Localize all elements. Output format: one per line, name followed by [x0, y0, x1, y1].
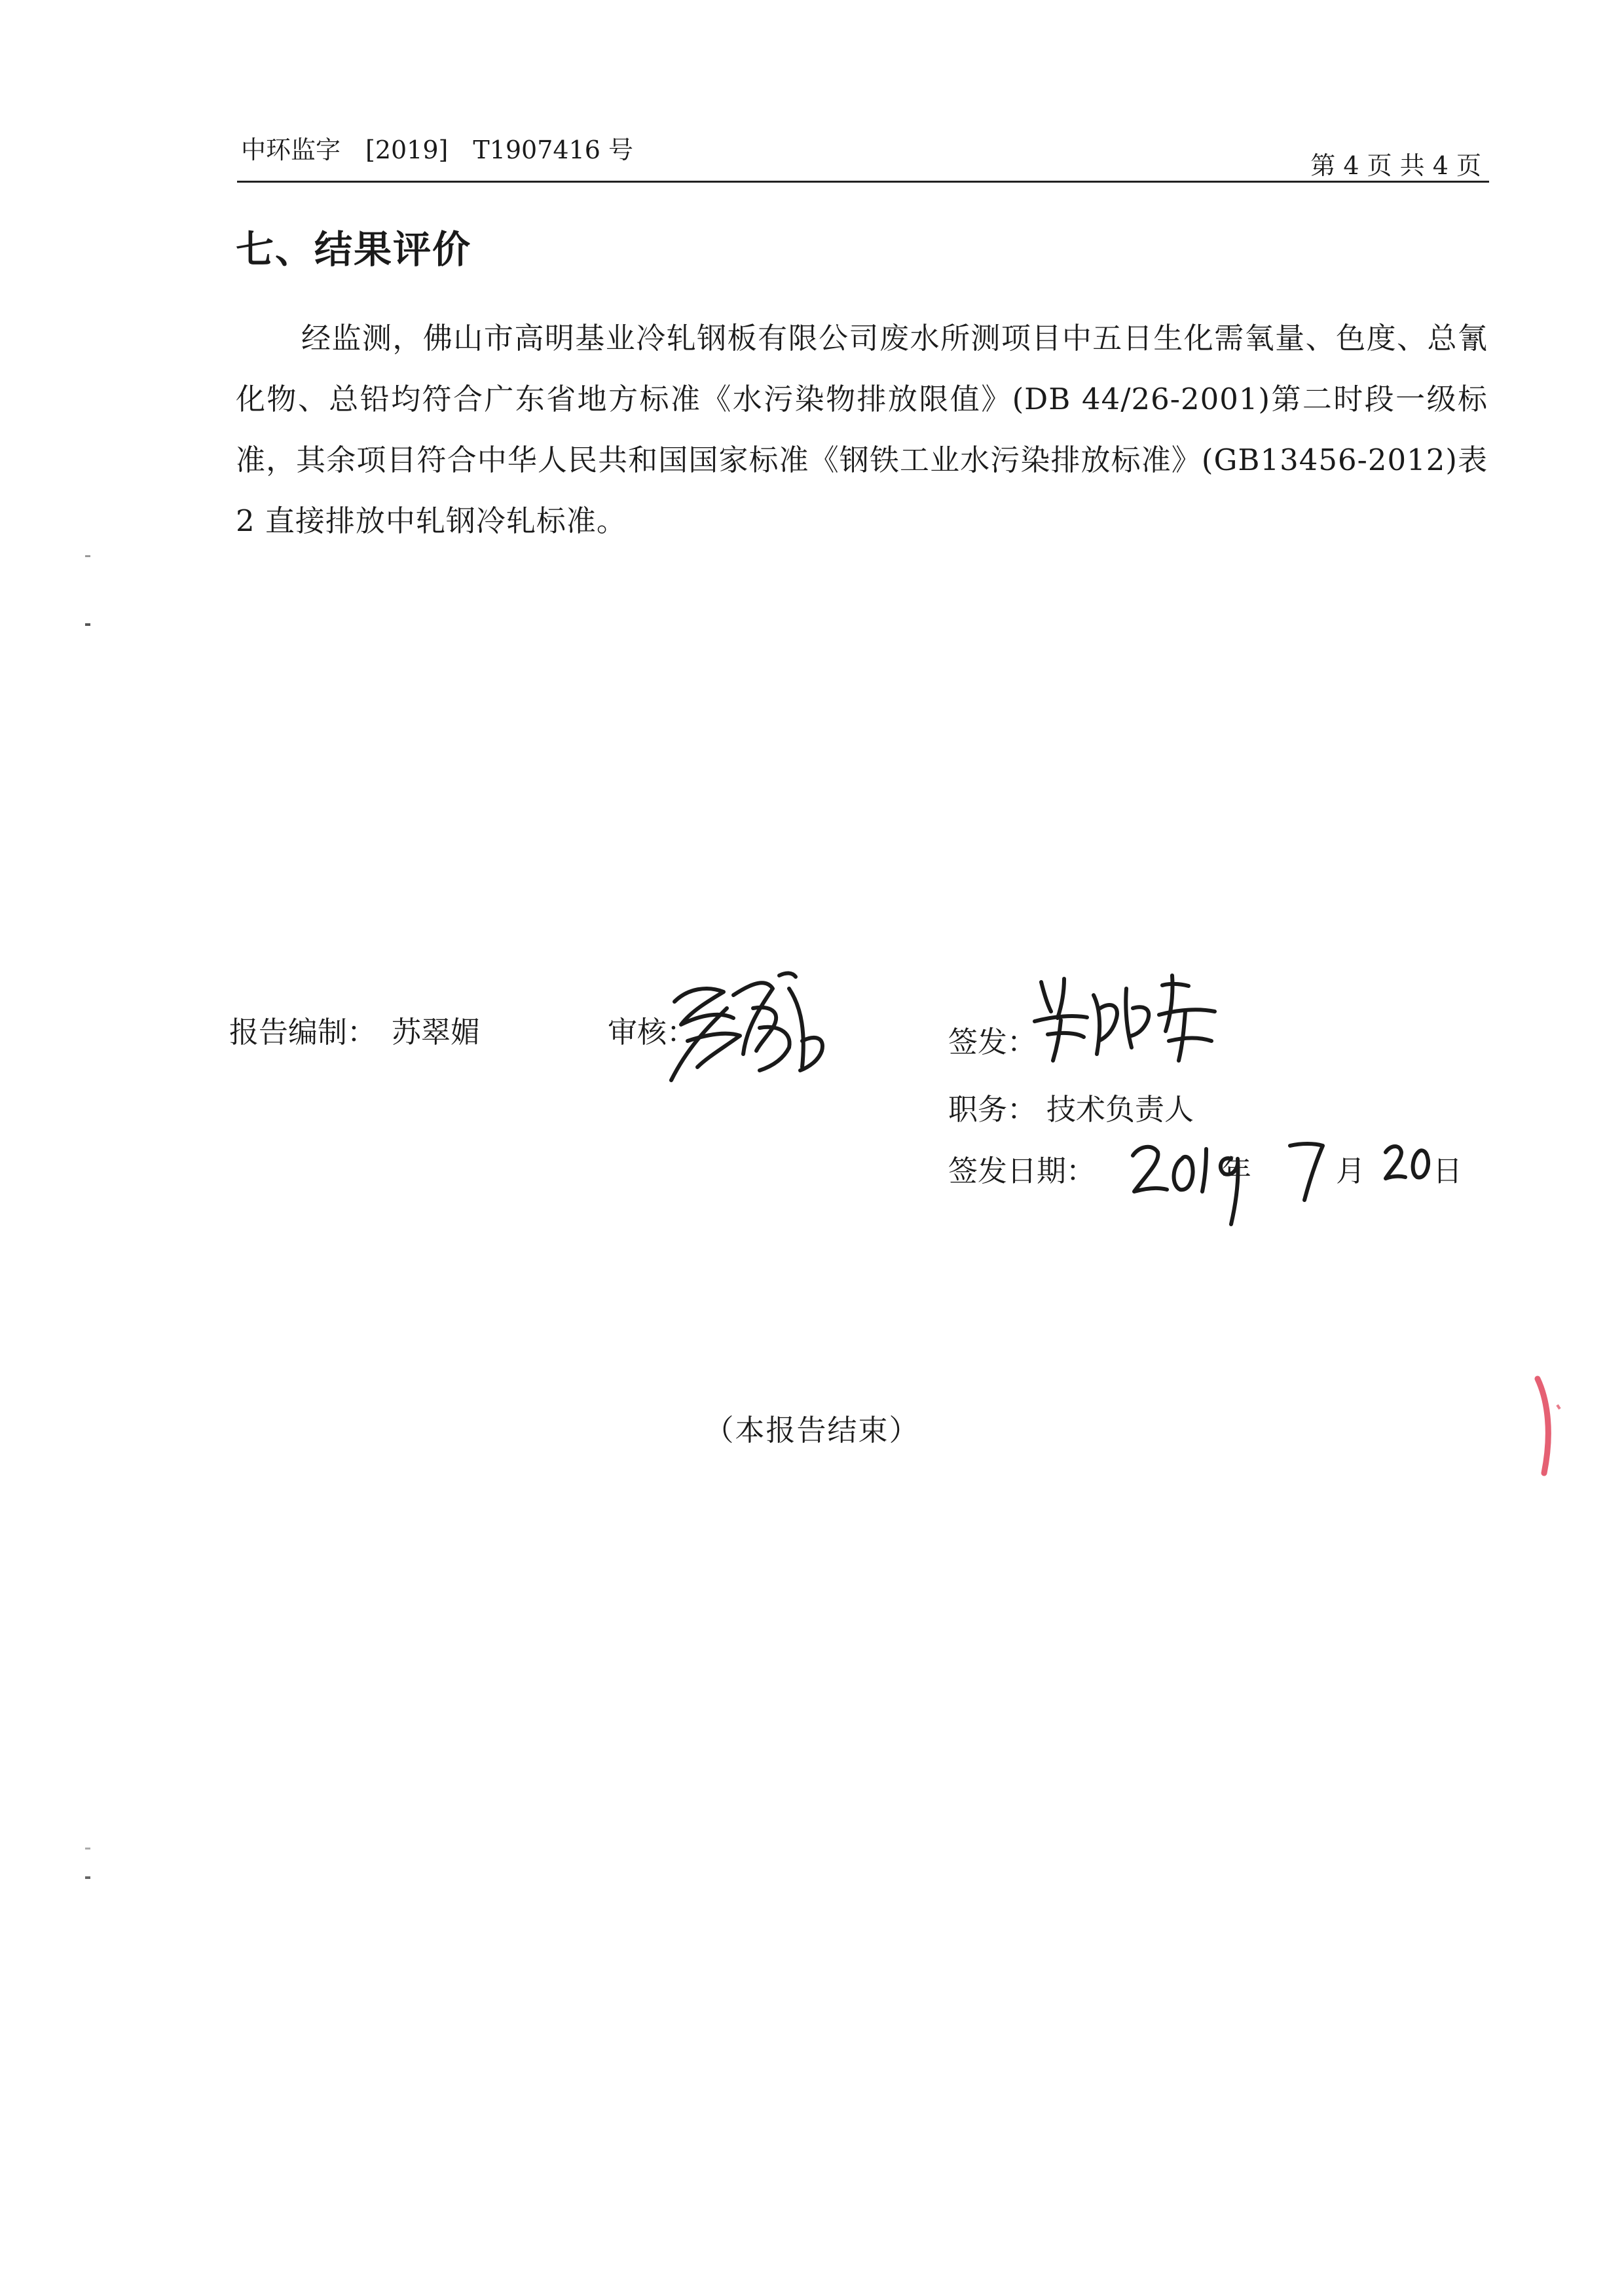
position-value: 技术负责人 [1046, 1092, 1194, 1127]
seal-edge-mark [1528, 1375, 1568, 1480]
reviewer-signature [661, 962, 838, 1087]
section-title: 七、结果评价 [236, 227, 472, 272]
compiler-label: 报告编制： [229, 1015, 377, 1049]
issuer-signature [1028, 969, 1225, 1067]
page-indicator: 第 4 页 共 4 页 [1310, 151, 1481, 180]
header-divider [237, 181, 1489, 183]
issuer-label: 签发： [948, 1025, 1037, 1059]
handwritten-day [1382, 1138, 1434, 1190]
date-day-unit: 日 [1433, 1154, 1463, 1188]
report-end-note: （本报告结束） [704, 1413, 920, 1448]
date-month-unit: 月 [1336, 1154, 1366, 1188]
reviewer-label: 审核： [608, 1015, 697, 1049]
issue-date-label: 签发日期： [948, 1154, 1096, 1188]
compiler-name: 苏翠媚 [392, 1015, 481, 1049]
report-number: 中环监字 [2019] T1907416 号 [241, 136, 634, 164]
handwritten-month [1285, 1131, 1331, 1203]
position-label: 职务： [948, 1092, 1037, 1127]
date-year-unit: 年 [1222, 1154, 1252, 1188]
scan-artifacts [79, 0, 105, 2296]
evaluation-paragraph: 经监测，佛山市高明基业冷轧钢板有限公司废水所测项目中五日生化需氧量、色度、总氰化物、总铅均符合广东省地方标准《水污染物排放限值》(DB 44/26-2001)第二时段一级标准，其余项目符合中华人民共和国国家标准《钢铁工业水污染排放标准》(GB13456-2012)表 2 直接排放中轧钢冷轧标准。 [236, 321, 1488, 538]
